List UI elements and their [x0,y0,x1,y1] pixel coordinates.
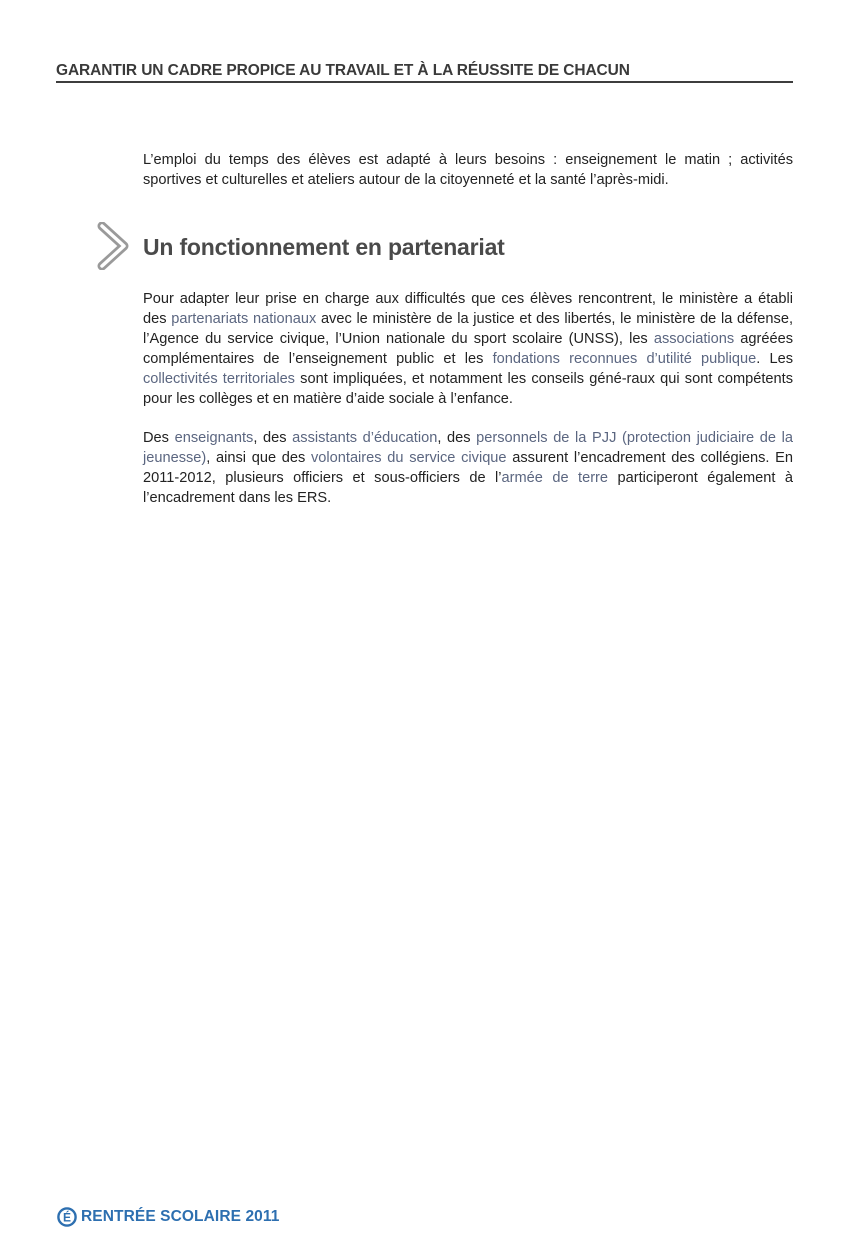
intro-paragraph: L’emploi du temps des élèves est adapté à leurs besoins : enseignement le matin ; activités sportives et culturelles et ateliers autour de la citoyenneté et la santé l’après-midi. [143,152,793,188]
highlight-pjj-staff: personnels de la PJJ (protection judiciaire de la jeunesse) [143,430,794,466]
text-segment: assurent l’encadrement des collégiens. En 2011-2012, plusieurs officiers et sous-officiers de l’ [143,450,793,486]
highlight-army: armée de terre [501,470,609,486]
footer [57,1205,280,1229]
highlight-education-assistants: assistants d’éducation [292,430,438,446]
text-segment: avec le ministère de la justice et des libertés, le ministère de la défense, l’Agence du service civique, l’Union nationale du sport scolaire (UNSS), les [143,311,793,347]
text-segment: , ainsi que des [206,450,311,466]
highlight-national-partnerships: partenariats nationaux [171,311,317,327]
text-segment: sont impliquées, et notamment les conseils géné-raux qui sont compétents pour les collèges et en matière d’aide sociale à l’enfance. [143,371,793,407]
staff-paragraph [143,428,793,508]
running-header [56,62,793,83]
running-title: GARANTIR UN CADRE PROPICE AU TRAVAIL ET À LA RÉUSSITE DE CHACUN [56,62,630,79]
text-segment: agréées complémentaires de l’enseignement public et les [143,331,793,367]
highlight-teachers: enseignants [174,430,254,446]
ministry-logo-icon [57,1207,77,1227]
chevron-right-icon [97,222,133,270]
partnership-paragraph [143,289,793,409]
highlight-foundations: fondations reconnues d’utilité publique [492,351,757,367]
highlight-associations: associations [653,331,735,347]
text-segment: participeront également à l’encadrement dans les ERS. [143,470,793,506]
section-title: Un fonctionnement en partenariat [143,234,505,260]
highlight-local-authorities: collectivités territoriales [143,371,295,387]
footer-label: RENTRÉE SCOLAIRE 2011 [81,1208,280,1225]
text-segment: , des [437,430,477,446]
logo-letter: É [62,1210,72,1225]
text-segment: . Les [756,351,793,367]
highlight-civic-volunteers: volontaires du service civique [311,450,507,466]
text-segment: , des [253,430,293,446]
text-segment: Pour adapter leur prise en charge aux difficultés que ces élèves rencontrent, le ministère a établi des [143,291,793,327]
text-segment: Des [143,430,175,446]
